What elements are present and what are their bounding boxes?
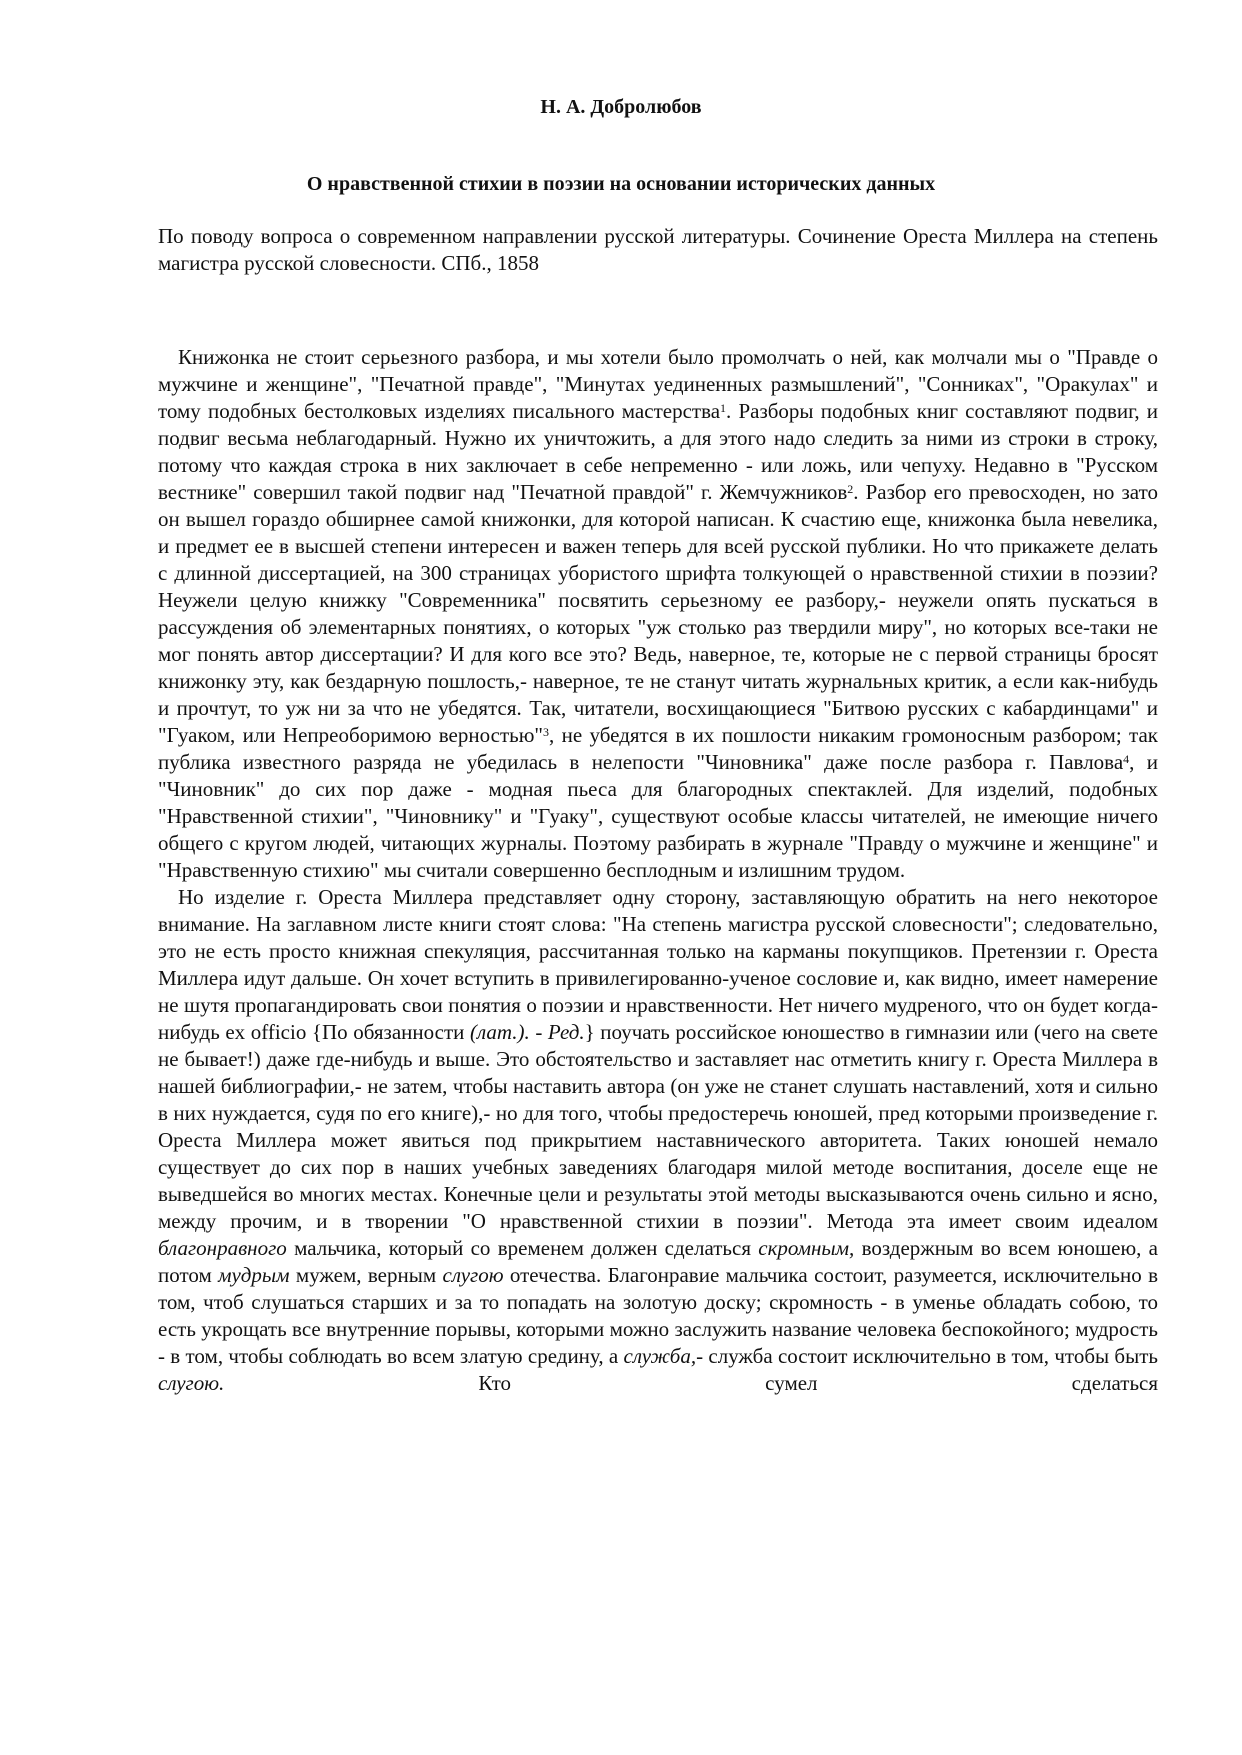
article-subtitle: По поводу вопроса о современном направлении русской литературы. Сочинение Ореста Миллера на степень магистра русской словесности. СПб., 1858 bbox=[158, 224, 1158, 275]
text-run: , не убедятся в их пошлости никаким громоносным разбором; так публика известного разряда не убедилась в нелепости "Чиновника" даже после разбора г. Павлова bbox=[158, 723, 1158, 774]
text-run: воздержным во всем юношею, а потом bbox=[158, 1236, 1158, 1287]
text-run: отечества. Благонравие мальчика состоит, разумеется, исключительно в том, чтоб слушаться старших и за то попадать на золотую доску; скромность - в уменье обладать собою, то есть укрощать все внутренние порывы, которыми можно заслужить название человека беспокойного; мудрость - в том, чтобы соблюдать во всем златую средину, а bbox=[158, 1263, 1158, 1368]
paragraph-2 bbox=[158, 884, 1158, 1397]
footnote-marker: 2 bbox=[847, 482, 854, 496]
text-run: Но изделие г. Ореста Миллера представляет одну сторону, заставляющую обратить на него некоторое внимание. На заглавном листе книги стоят слова: "На степень магистра русской словесности"; следовательно, это не есть просто книжная спекуляция, рассчитанная только на карманы покупщиков. Претензии г. Ореста Миллера идут дальше. Он хочет вступить в привилегированно-ученое сословие и, как видно, имеет намерение не шутя пропагандировать свои понятия о поэзии и нравственности. Нет ничего мудреного, что он будет когда-нибудь ex officio {По обязанности bbox=[158, 885, 1158, 1044]
article-body bbox=[158, 344, 1158, 1397]
author-name: Н. А. Добролюбов bbox=[540, 96, 702, 118]
footnote-marker: 1 bbox=[720, 401, 727, 415]
italic-run: мудрым bbox=[218, 1263, 290, 1287]
text-run: . Разборы подобных книг составляют подвиг, и подвиг весьма неблагодарный. Нужно их уничтожить, а для этого надо следить за ними из строки в строку, потому что каждая строка в них заключает в себе непременно - или ложь, или чепуху. Недавно в "Русском вестнике" совершил такой подвиг над "Печатной правдой" г. Жемчужников bbox=[158, 399, 1158, 504]
footnote-marker: 4 bbox=[1123, 752, 1130, 766]
text-run: служба состоит исключительно в том, чтобы быть bbox=[703, 1344, 1158, 1368]
italic-run: слугою bbox=[442, 1263, 504, 1287]
italic-run: служба,- bbox=[623, 1344, 704, 1368]
paragraph-1 bbox=[158, 344, 1158, 884]
text-run: мужем, верным bbox=[289, 1263, 443, 1287]
italic-run: (лат.). - Ред. bbox=[469, 1020, 585, 1044]
text-run: } поучать российское юношество в гимназии или (чего на свете не бывает!) даже где-нибудь и выше. Это обстоятельство и заставляет нас отметить книгу г. Ореста Миллера в нашей библиографии,- не затем, чтобы наставить автора (он уже не станет слушать наставлений, хотя и сильно в них нуждается, судя по его книге),- но для того, чтобы предостеречь юношей, пред которыми произведение г. Ореста Миллера может явиться под прикрытием наставнического авторитета. Таких юношей немало существует до сих пор в наших учебных заведениях благодаря милой методе воспитания, доселе еще не выведшейся во многих местах. Конечные цели и результаты этой методы высказываются очень сильно и ясно, между прочим, и в творении "О нравственной стихии в поэзии". Метода эта имеет своим идеалом bbox=[158, 1020, 1158, 1233]
italic-run: скромным, bbox=[758, 1236, 855, 1260]
italic-run: благонравного bbox=[158, 1236, 287, 1260]
text-run: , и "Чиновник" до сих пор даже - модная пьеса для благородных спектаклей. Для изделий, подобных "Нравственной стихии", "Чиновнику" и "Гуаку", существуют особые классы читателей, не имеющие ничего общего с кругом людей, читающих журналы. Поэтому разбирать в журнале "Правду о мужчине и женщине" и "Нравственную стихию" мы считали совершенно бесплодным и излишним трудом. bbox=[158, 750, 1158, 882]
text-run: . Разбор его превосходен, но зато он вышел гораздо обширнее самой книжонки, для которой написан. К счастию еще, книжонка была невелика, и предмет ее в высшей степени интересен и важен теперь для всей русской публики. Но что прикажете делать с длинной диссертацией, на 300 страницах убористого шрифта толкующей о нравственной стихии в поэзии? Неужели целую книжку "Современника" посвятить серьезному ее разбору,- неужели опять пускаться в рассуждения об элементарных понятиях, о которых "уж столько раз твердили миру", но которых все-таки не мог понять автор диссертации? И для кого все это? Ведь, наверное, те, которые не с первой страницы бросят книжонку эту, как бездарную пошлость,- наверное, те не станут читать журнальных критик, а если как-нибудь и прочтут, то уж ни за что не убедятся. Так, читатели, восхищающиеся "Битвою русских с кабардинцами" и "Гуаком, или Непреоборимою верностью" bbox=[158, 480, 1158, 747]
italic-run: слугою. bbox=[158, 1371, 225, 1395]
text-run: мальчика, который со временем должен сделаться bbox=[286, 1236, 759, 1260]
text-run: Книжонка не стоит серьезного разбора, и мы хотели было промолчать о ней, как молчали мы о "Правде о мужчине и женщине", "Печатной правде", "Минутах уединенных размышлений", "Сонниках", "Оракулах" и тому подобных бестолковых изделиях писального мастерства bbox=[158, 345, 1158, 423]
text-run: Кто сумел сделаться bbox=[224, 1371, 1158, 1395]
article-title: О нравственной стихии в поэзии на основании исторических данных bbox=[306, 173, 936, 195]
footnote-marker: 3 bbox=[542, 725, 549, 739]
